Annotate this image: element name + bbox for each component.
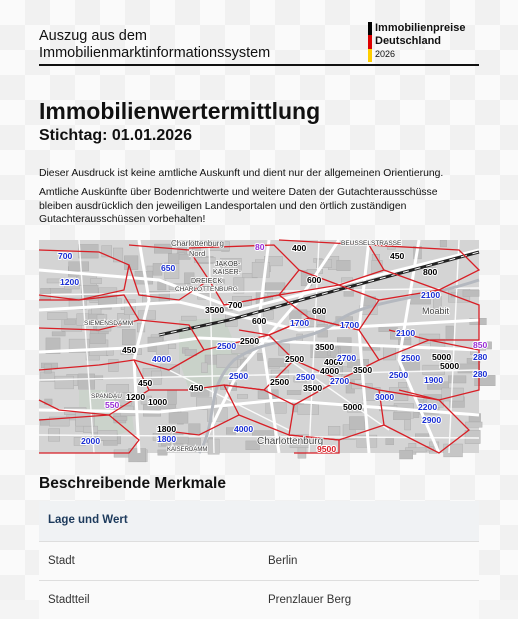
value-label-blue: 1700 bbox=[340, 320, 360, 330]
place-label-moabit: Moabit bbox=[422, 306, 450, 316]
building-block bbox=[176, 437, 188, 444]
value-label-blue: 1900 bbox=[424, 375, 444, 385]
row-value: Prenzlauer Berg bbox=[268, 594, 352, 606]
value-label-blue: 2700 bbox=[330, 376, 350, 386]
building-block bbox=[349, 417, 364, 430]
building-block bbox=[189, 424, 201, 435]
building-block bbox=[122, 329, 135, 345]
flag-bar-black bbox=[368, 22, 372, 35]
building-block bbox=[181, 316, 196, 320]
value-label-black: 450 bbox=[138, 378, 153, 388]
section-title: Beschreibende Merkmale bbox=[39, 475, 226, 492]
flag-bar-gold bbox=[368, 49, 372, 62]
building-block bbox=[463, 290, 479, 296]
value-label-black: 450 bbox=[122, 345, 137, 355]
building-block bbox=[109, 359, 119, 371]
building-block bbox=[41, 288, 51, 299]
value-label-black: 2500 bbox=[240, 336, 260, 346]
building-block bbox=[440, 240, 447, 247]
row-key: Stadtteil bbox=[48, 594, 90, 606]
value-label-purple: 850 bbox=[473, 340, 488, 350]
building-block bbox=[298, 404, 319, 414]
value-label-black: 2500 bbox=[285, 354, 305, 364]
building-block bbox=[287, 390, 301, 394]
value-label-blue: 2200 bbox=[418, 402, 438, 412]
place-label-beusselstrasse: BEUSSELSTRASSE bbox=[341, 240, 402, 247]
row-key: Stadt bbox=[48, 555, 75, 567]
building-block bbox=[405, 420, 411, 430]
value-label-black: 1000 bbox=[148, 397, 168, 407]
building-block bbox=[337, 260, 351, 270]
value-label-purple: 80 bbox=[255, 242, 265, 252]
value-label-black: 800 bbox=[423, 267, 438, 277]
building-block bbox=[48, 312, 68, 319]
logo-line1: Immobilienpreise bbox=[375, 22, 466, 34]
value-label-black: 600 bbox=[252, 316, 267, 326]
building-block bbox=[393, 413, 410, 420]
notice-paragraph bbox=[39, 186, 479, 227]
land-value-map[interactable] bbox=[39, 239, 488, 454]
value-label-black: 5000 bbox=[343, 402, 363, 412]
notice-line3: Gutachterausschüssen vorbehalten! bbox=[39, 214, 206, 225]
page-header bbox=[39, 22, 479, 66]
place-label-kaiserdamm: KAISERDAMM bbox=[167, 447, 208, 453]
value-label-black: 450 bbox=[189, 383, 204, 393]
header-title-line2: Immobilienmarktinformationssystem bbox=[39, 45, 271, 61]
building-block bbox=[90, 334, 106, 344]
brand-logo bbox=[368, 22, 479, 62]
value-label-black: 1200 bbox=[126, 392, 146, 402]
value-label-black: 3500 bbox=[303, 383, 323, 393]
building-block bbox=[202, 363, 208, 373]
building-block bbox=[266, 403, 286, 414]
building-block bbox=[169, 413, 188, 424]
place-label-dreieck: DREIECK bbox=[191, 278, 223, 285]
value-label-blue: 2500 bbox=[229, 371, 249, 381]
value-label-black: 3500 bbox=[315, 342, 335, 352]
building-block bbox=[237, 394, 248, 398]
table-header bbox=[39, 501, 479, 541]
value-label-black: 4000 bbox=[324, 357, 344, 367]
building-block bbox=[52, 332, 65, 336]
value-label-blue: 2500 bbox=[401, 353, 421, 363]
reference-date: Stichtag: 01.01.2026 bbox=[39, 127, 192, 144]
value-label-black: 1800 bbox=[157, 424, 177, 434]
place-label-charlottenburg-caps: CHARLOTTENBURG bbox=[175, 286, 238, 293]
table-row bbox=[39, 580, 479, 619]
value-label-blue: 2500 bbox=[217, 341, 237, 351]
row-value: Berlin bbox=[268, 555, 298, 567]
building-block bbox=[398, 383, 407, 389]
flag-bars bbox=[368, 22, 372, 62]
value-label-blue: 4000 bbox=[152, 354, 172, 364]
features-table bbox=[39, 501, 479, 619]
building-block bbox=[84, 426, 98, 433]
value-label-blue: 3000 bbox=[375, 392, 395, 402]
header-title bbox=[39, 28, 339, 62]
logo-line2: Deutschland bbox=[375, 35, 442, 47]
building-block bbox=[91, 278, 102, 284]
place-label-siemensdamm: SIEMENSDAMM bbox=[84, 320, 134, 327]
building-block bbox=[465, 430, 480, 443]
value-label-blue: 2500 bbox=[296, 372, 316, 382]
building-block bbox=[124, 256, 138, 270]
building-block bbox=[328, 426, 340, 435]
flag-bar-red bbox=[368, 35, 372, 48]
value-label-black: 600 bbox=[312, 306, 327, 316]
value-label-black: 5000 bbox=[440, 361, 460, 371]
place-label-kaiser: KAISER- bbox=[213, 269, 242, 276]
notice-line2: bleiben ausdrücklich den jeweiligen Landesportalen und den örtlich zuständigen bbox=[39, 200, 407, 212]
value-label-blue: 2100 bbox=[421, 290, 441, 300]
value-label-red: 9500 bbox=[317, 444, 337, 454]
value-label-blue: 700 bbox=[58, 251, 73, 261]
value-label-blue: 280 bbox=[473, 369, 488, 379]
value-label-blue: 2000 bbox=[81, 436, 101, 446]
value-label-black: 3500 bbox=[353, 365, 373, 375]
value-label-black: 700 bbox=[228, 300, 243, 310]
building-block bbox=[269, 359, 286, 367]
building-block bbox=[69, 262, 89, 271]
building-block bbox=[258, 390, 278, 399]
logo-year: 2026 bbox=[375, 49, 396, 59]
value-label-black: 400 bbox=[292, 243, 307, 253]
value-label-black: 450 bbox=[390, 251, 405, 261]
building-block bbox=[444, 444, 463, 457]
value-label-blue: 1200 bbox=[60, 277, 80, 287]
value-label-blue: 650 bbox=[161, 263, 176, 273]
value-label-purple: 550 bbox=[105, 400, 120, 410]
place-label-charlottenburg-south: Charlottenburg bbox=[257, 436, 324, 447]
value-label-blue: 4000 bbox=[234, 424, 254, 434]
table-row bbox=[39, 541, 479, 580]
place-label-charlottenburg-north: Charlottenburg bbox=[171, 239, 224, 248]
document-title: Immobilienwertermittlung bbox=[39, 98, 321, 124]
value-label-black: 4000 bbox=[320, 366, 340, 376]
place-label-nord: Nord bbox=[189, 249, 206, 258]
value-label-black: 2500 bbox=[270, 377, 290, 387]
value-label-black: 600 bbox=[307, 275, 322, 285]
header-title-line1: Auszug aus dem bbox=[39, 28, 148, 44]
building-block bbox=[65, 320, 76, 325]
building-block bbox=[400, 450, 413, 459]
header-divider bbox=[39, 64, 479, 66]
value-label-blue: 2100 bbox=[396, 328, 416, 338]
place-label-spandau: SPANDAU bbox=[91, 393, 122, 400]
notice-line1: Amtliche Auskünfte über Bodenrichtwerte und weitere Daten der Gutachterausschüsse bbox=[39, 187, 438, 198]
value-label-blue: 1800 bbox=[157, 434, 177, 444]
value-label-blue: 2900 bbox=[422, 415, 442, 425]
building-block bbox=[446, 326, 454, 339]
value-label-blue: 280 bbox=[473, 352, 488, 362]
building-block bbox=[448, 376, 466, 383]
building-block bbox=[78, 374, 94, 389]
value-label-black: 3500 bbox=[205, 305, 225, 315]
map-canvas[interactable] bbox=[39, 239, 488, 454]
value-label-black: 5000 bbox=[432, 352, 452, 362]
building-block bbox=[158, 450, 168, 455]
building-block bbox=[168, 390, 177, 404]
place-label-jakob: JAKOB- bbox=[215, 261, 241, 268]
value-label-blue: 2500 bbox=[389, 370, 409, 380]
value-label-blue: 1700 bbox=[290, 318, 310, 328]
table-header-label: Lage und Wert bbox=[48, 514, 128, 526]
disclaimer-paragraph: Dieser Ausdruck ist keine amtliche Auskunft und dient nur der allgemeinen Orientierung. bbox=[39, 168, 444, 179]
value-label-blue: 2700 bbox=[337, 353, 357, 363]
building-block bbox=[156, 344, 168, 354]
building-block bbox=[466, 422, 483, 427]
building-block bbox=[55, 376, 74, 389]
building-block bbox=[386, 439, 394, 445]
